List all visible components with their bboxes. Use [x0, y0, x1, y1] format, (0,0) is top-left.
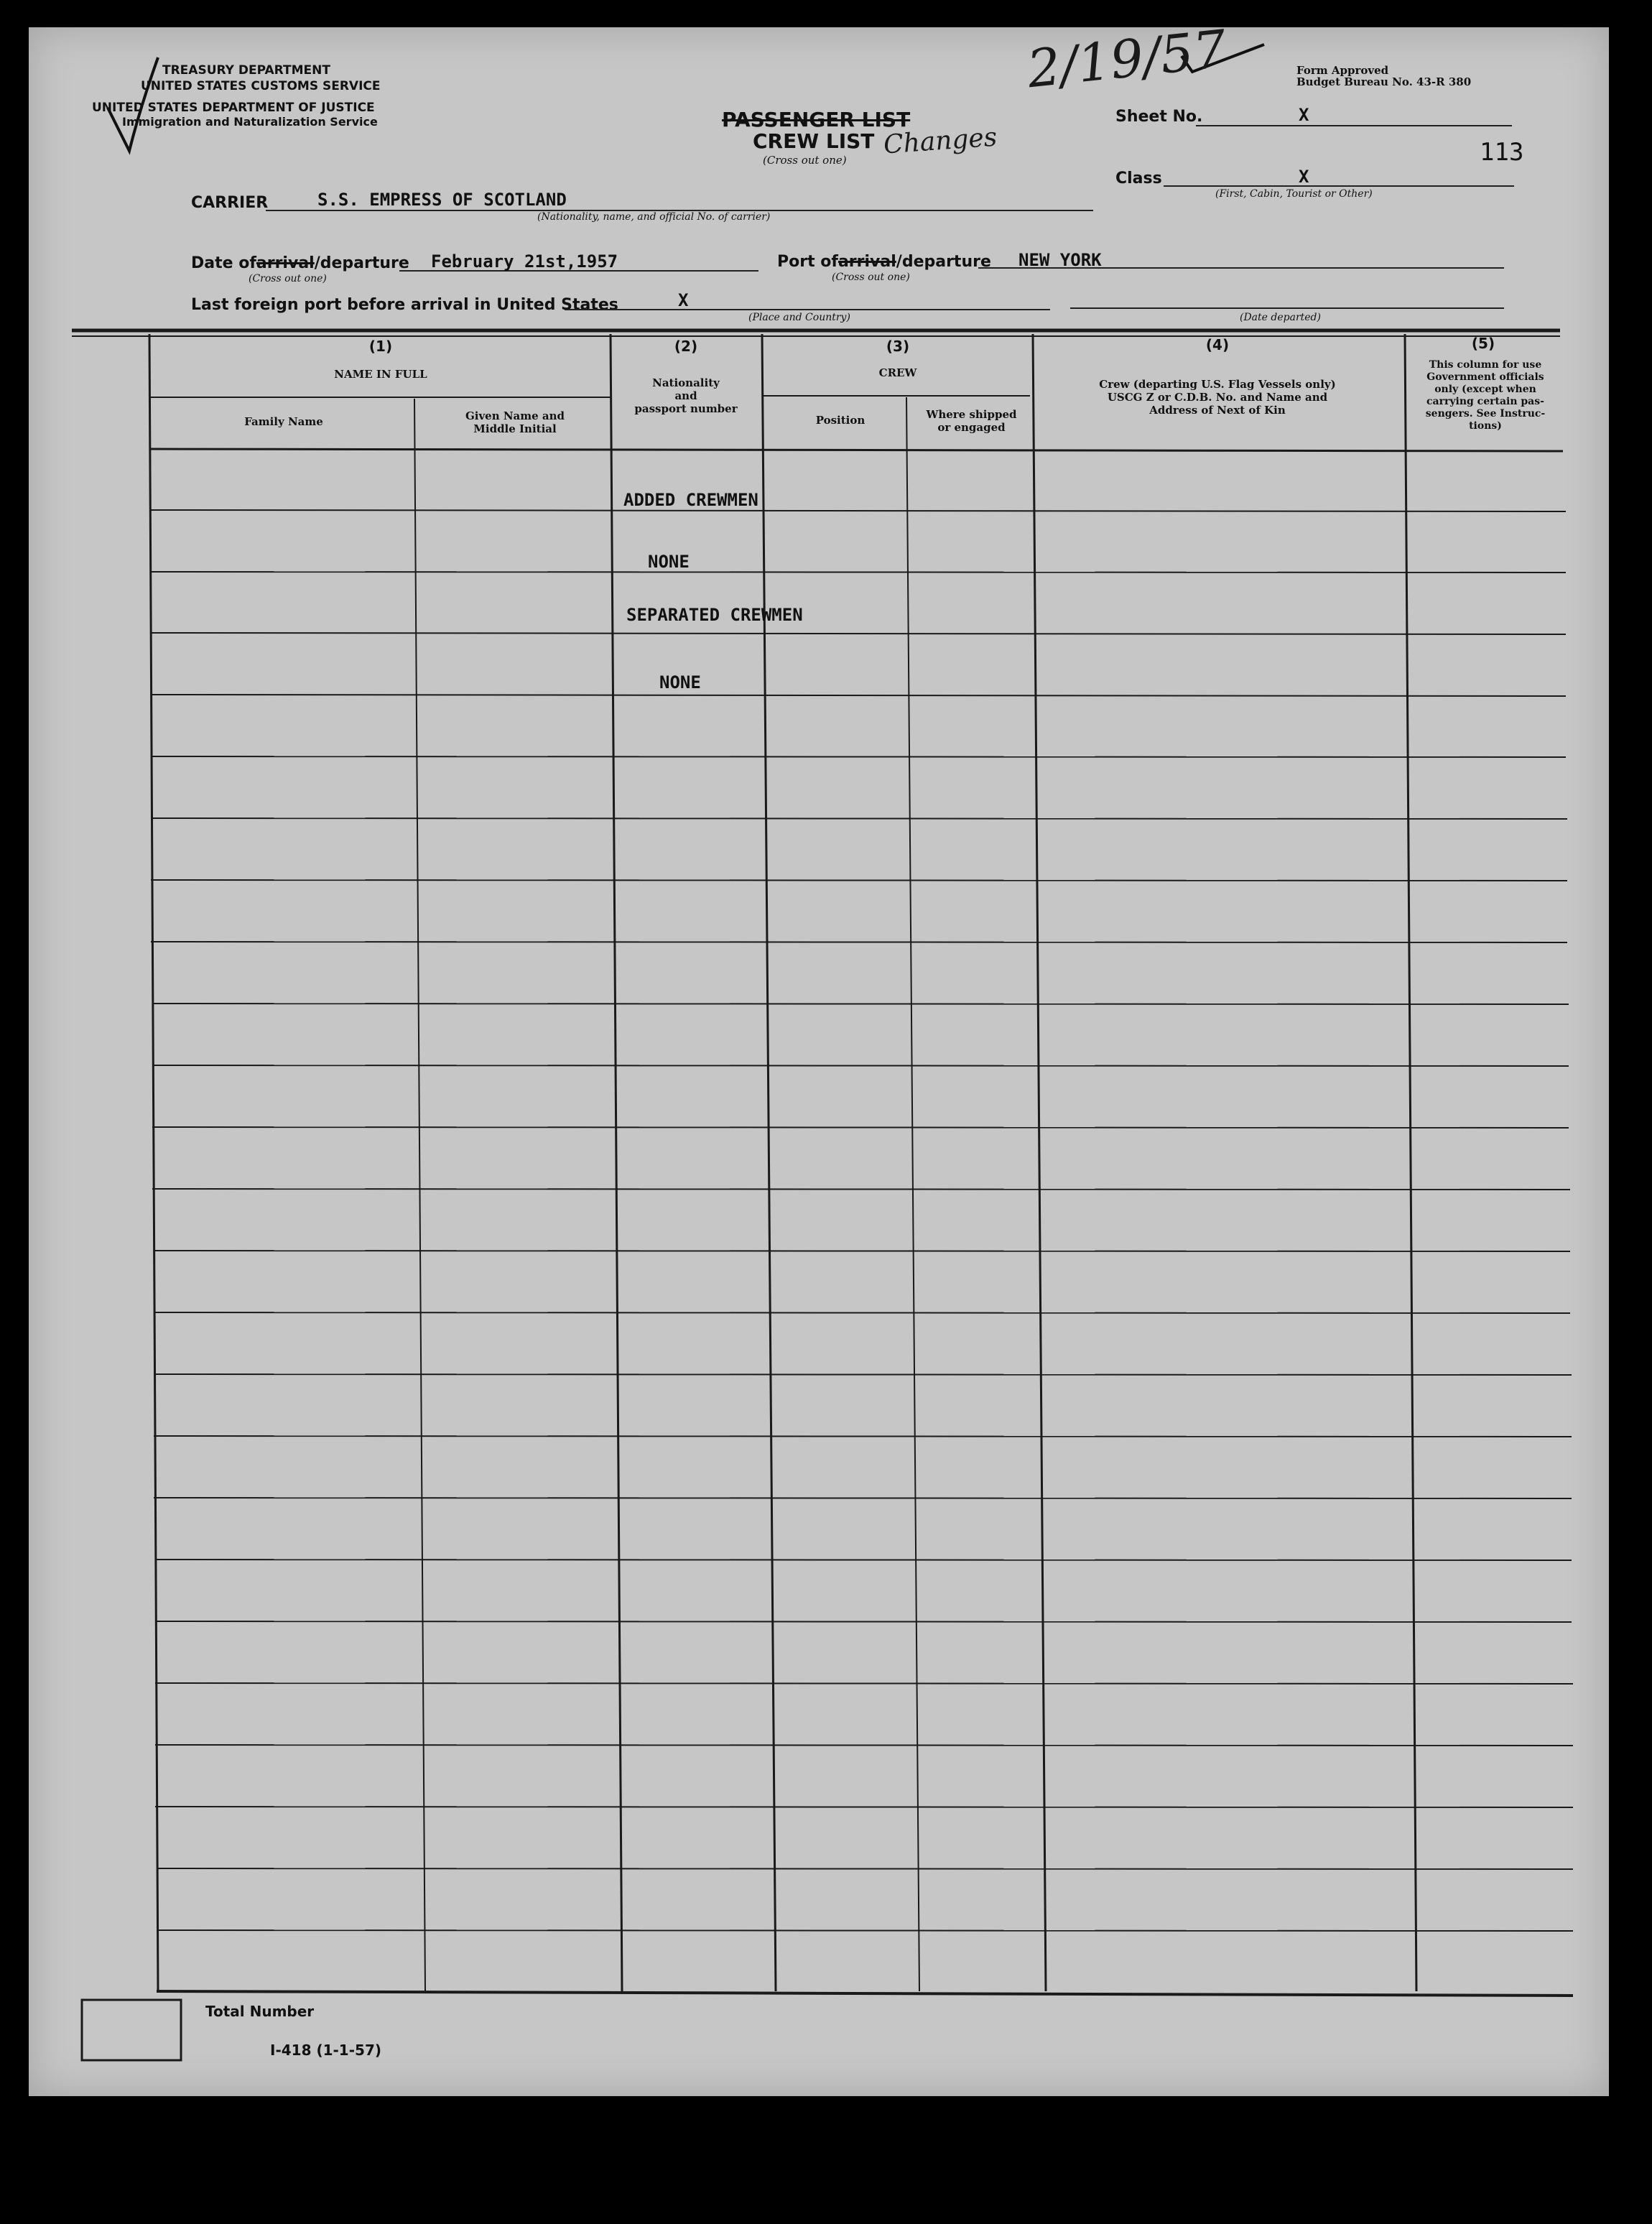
- passenger-list-title: PASSENGER LIST: [722, 108, 911, 131]
- col1-title: NAME IN FULL: [334, 368, 427, 381]
- where-shipped-header: Where shipped or engaged: [926, 408, 1017, 434]
- family-name-header: Family Name: [244, 415, 323, 428]
- last-port-label: Last foreign port before arrival in United States: [191, 296, 618, 314]
- added-none-entry: NONE: [648, 552, 690, 572]
- agency-line-3: UNITED STATES DEPARTMENT OF JUSTICE: [92, 101, 375, 115]
- form-approved: Form Approved: [1296, 64, 1389, 77]
- col3-number: (3): [886, 338, 910, 355]
- crew-list-title: CREW LIST: [753, 129, 875, 153]
- carrier-value: S.S. EMPRESS OF SCOTLAND: [317, 190, 567, 210]
- col4-number: (4): [1205, 336, 1230, 353]
- list-type-note: (Cross out one): [763, 154, 847, 167]
- agency-line-2: UNITED STATES CUSTOMS SERVICE: [141, 79, 381, 93]
- form-number: I-418 (1-1-57): [270, 2042, 381, 2059]
- sheet-stamp-number: 113: [1480, 138, 1524, 167]
- sheet-no-label: Sheet No.: [1115, 108, 1203, 126]
- last-port-place-note: (Place and Country): [748, 312, 850, 323]
- nationality-header: Nationality and passport number: [634, 376, 738, 415]
- date-value: February 21st,1957: [431, 251, 618, 272]
- class-note: (First, Cabin, Tourist or Other): [1215, 188, 1373, 200]
- separated-crewmen-entry: SEPARATED CREWMEN: [626, 605, 803, 625]
- col1-number: (1): [368, 338, 393, 355]
- port-note: (Cross out one): [832, 272, 910, 283]
- port-label: Port ofarrival/departure: [777, 253, 991, 271]
- col2-number: (2): [674, 338, 698, 355]
- agency-line-4: Immigration and Naturalization Service: [122, 115, 378, 129]
- date-note: (Cross out one): [249, 273, 327, 284]
- official-use-header: This column for use Government officials only (except when carrying certain pas- sengers. See Instruc- tions): [1425, 359, 1546, 432]
- col5-number: (5): [1471, 335, 1495, 352]
- last-port-value: X: [678, 290, 689, 310]
- class-value: X: [1299, 167, 1309, 187]
- given-name-header: Given Name and Middle Initial: [465, 409, 565, 435]
- port-value: NEW YORK: [1018, 250, 1102, 270]
- last-port-date-note: (Date departed): [1240, 312, 1321, 323]
- class-label: Class: [1115, 170, 1162, 187]
- separated-none-entry: NONE: [659, 672, 701, 692]
- date-label: Date ofarrival/departure: [191, 254, 409, 272]
- agency-line-1: TREASURY DEPARTMENT: [162, 63, 330, 78]
- form-page: [29, 27, 1609, 2096]
- crew-next-of-kin-header: Crew (departing U.S. Flag Vessels only) USCG Z or C.D.B. No. and Name and Address of Next of Kin: [1099, 378, 1336, 417]
- position-header: Position: [815, 414, 866, 427]
- handwritten-date: 2/19/57: [1024, 18, 1230, 100]
- budget-bureau-no: Budget Bureau No. 43-R 380: [1296, 75, 1472, 88]
- added-crewmen-entry: ADDED CREWMEN: [623, 490, 758, 510]
- carrier-label: CARRIER: [191, 194, 269, 212]
- total-number-label: Total Number: [205, 2003, 315, 2020]
- carrier-note: (Nationality, name, and official No. of carrier): [537, 211, 771, 223]
- sheet-no-value: X: [1299, 105, 1309, 125]
- crew-header: CREW: [878, 366, 917, 379]
- handwritten-changes: Changes: [882, 122, 998, 160]
